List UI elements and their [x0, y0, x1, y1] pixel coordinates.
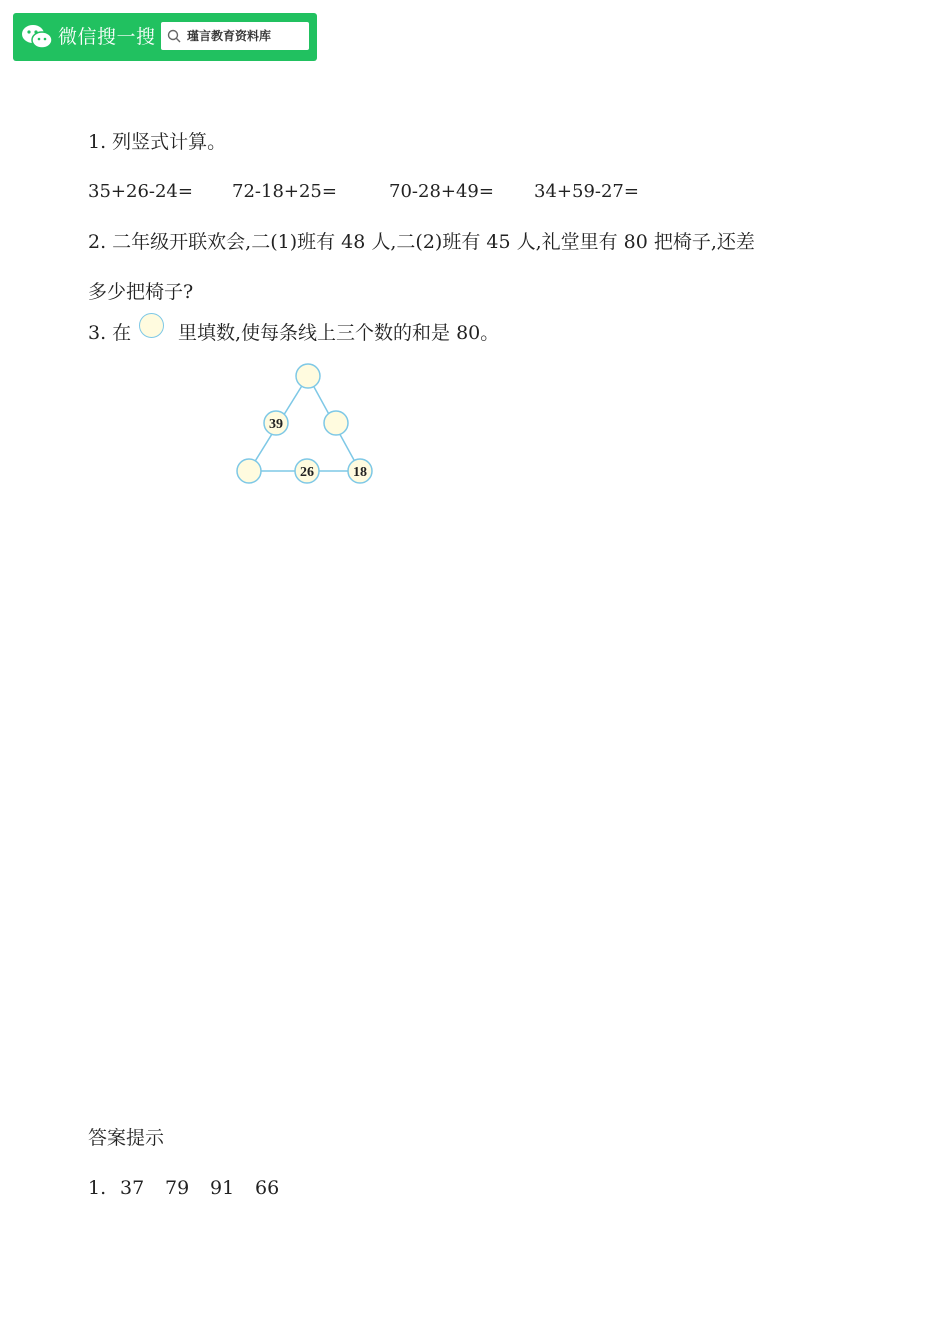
question-3-suffix: 里填数,使每条线上三个数的和是 80。 [178, 322, 500, 344]
value-bottom-mid: 26 [300, 465, 314, 480]
question-2-line-2: 多少把椅子? [88, 281, 194, 303]
circle-right-mid [324, 411, 348, 435]
answer-1-value: 37 [120, 1177, 145, 1199]
search-box[interactable] [161, 22, 309, 50]
wechat-icon [21, 23, 53, 51]
circle-bottom-left [237, 459, 261, 483]
wechat-search-banner[interactable] [13, 13, 317, 61]
expression-2: 72-18+25= [232, 181, 337, 202]
question-1-title: 1. 列竖式计算。 [88, 131, 227, 153]
expression-3: 70-28+49= [389, 181, 494, 202]
question-2-line-1: 2. 二年级开联欢会,二(1)班有 48 人,二(2)班有 45 人,礼堂里有 80 把椅子,还差 [88, 231, 755, 253]
expression-1: 35+26-24= [88, 181, 193, 202]
wechat-search-label: 微信搜一搜 [58, 26, 156, 48]
answer-1-value: 79 [165, 1177, 190, 1199]
search-box-text: 瑾言教育资料库 [187, 29, 272, 43]
answer-1-value: 66 [255, 1177, 280, 1199]
inline-circle-icon [139, 313, 164, 338]
search-icon [167, 29, 181, 43]
expression-4: 34+59-27= [534, 181, 639, 202]
value-bottom-right: 18 [353, 465, 367, 480]
answers-heading: 答案提示 [88, 1127, 165, 1149]
answer-1-value: 91 [210, 1177, 235, 1199]
answer-1-label: 1. [88, 1177, 107, 1199]
value-left-mid: 39 [269, 417, 283, 432]
question-3-prefix: 3. 在 [88, 322, 132, 344]
number-triangle-diagram [232, 360, 378, 492]
circle-top [296, 364, 320, 388]
